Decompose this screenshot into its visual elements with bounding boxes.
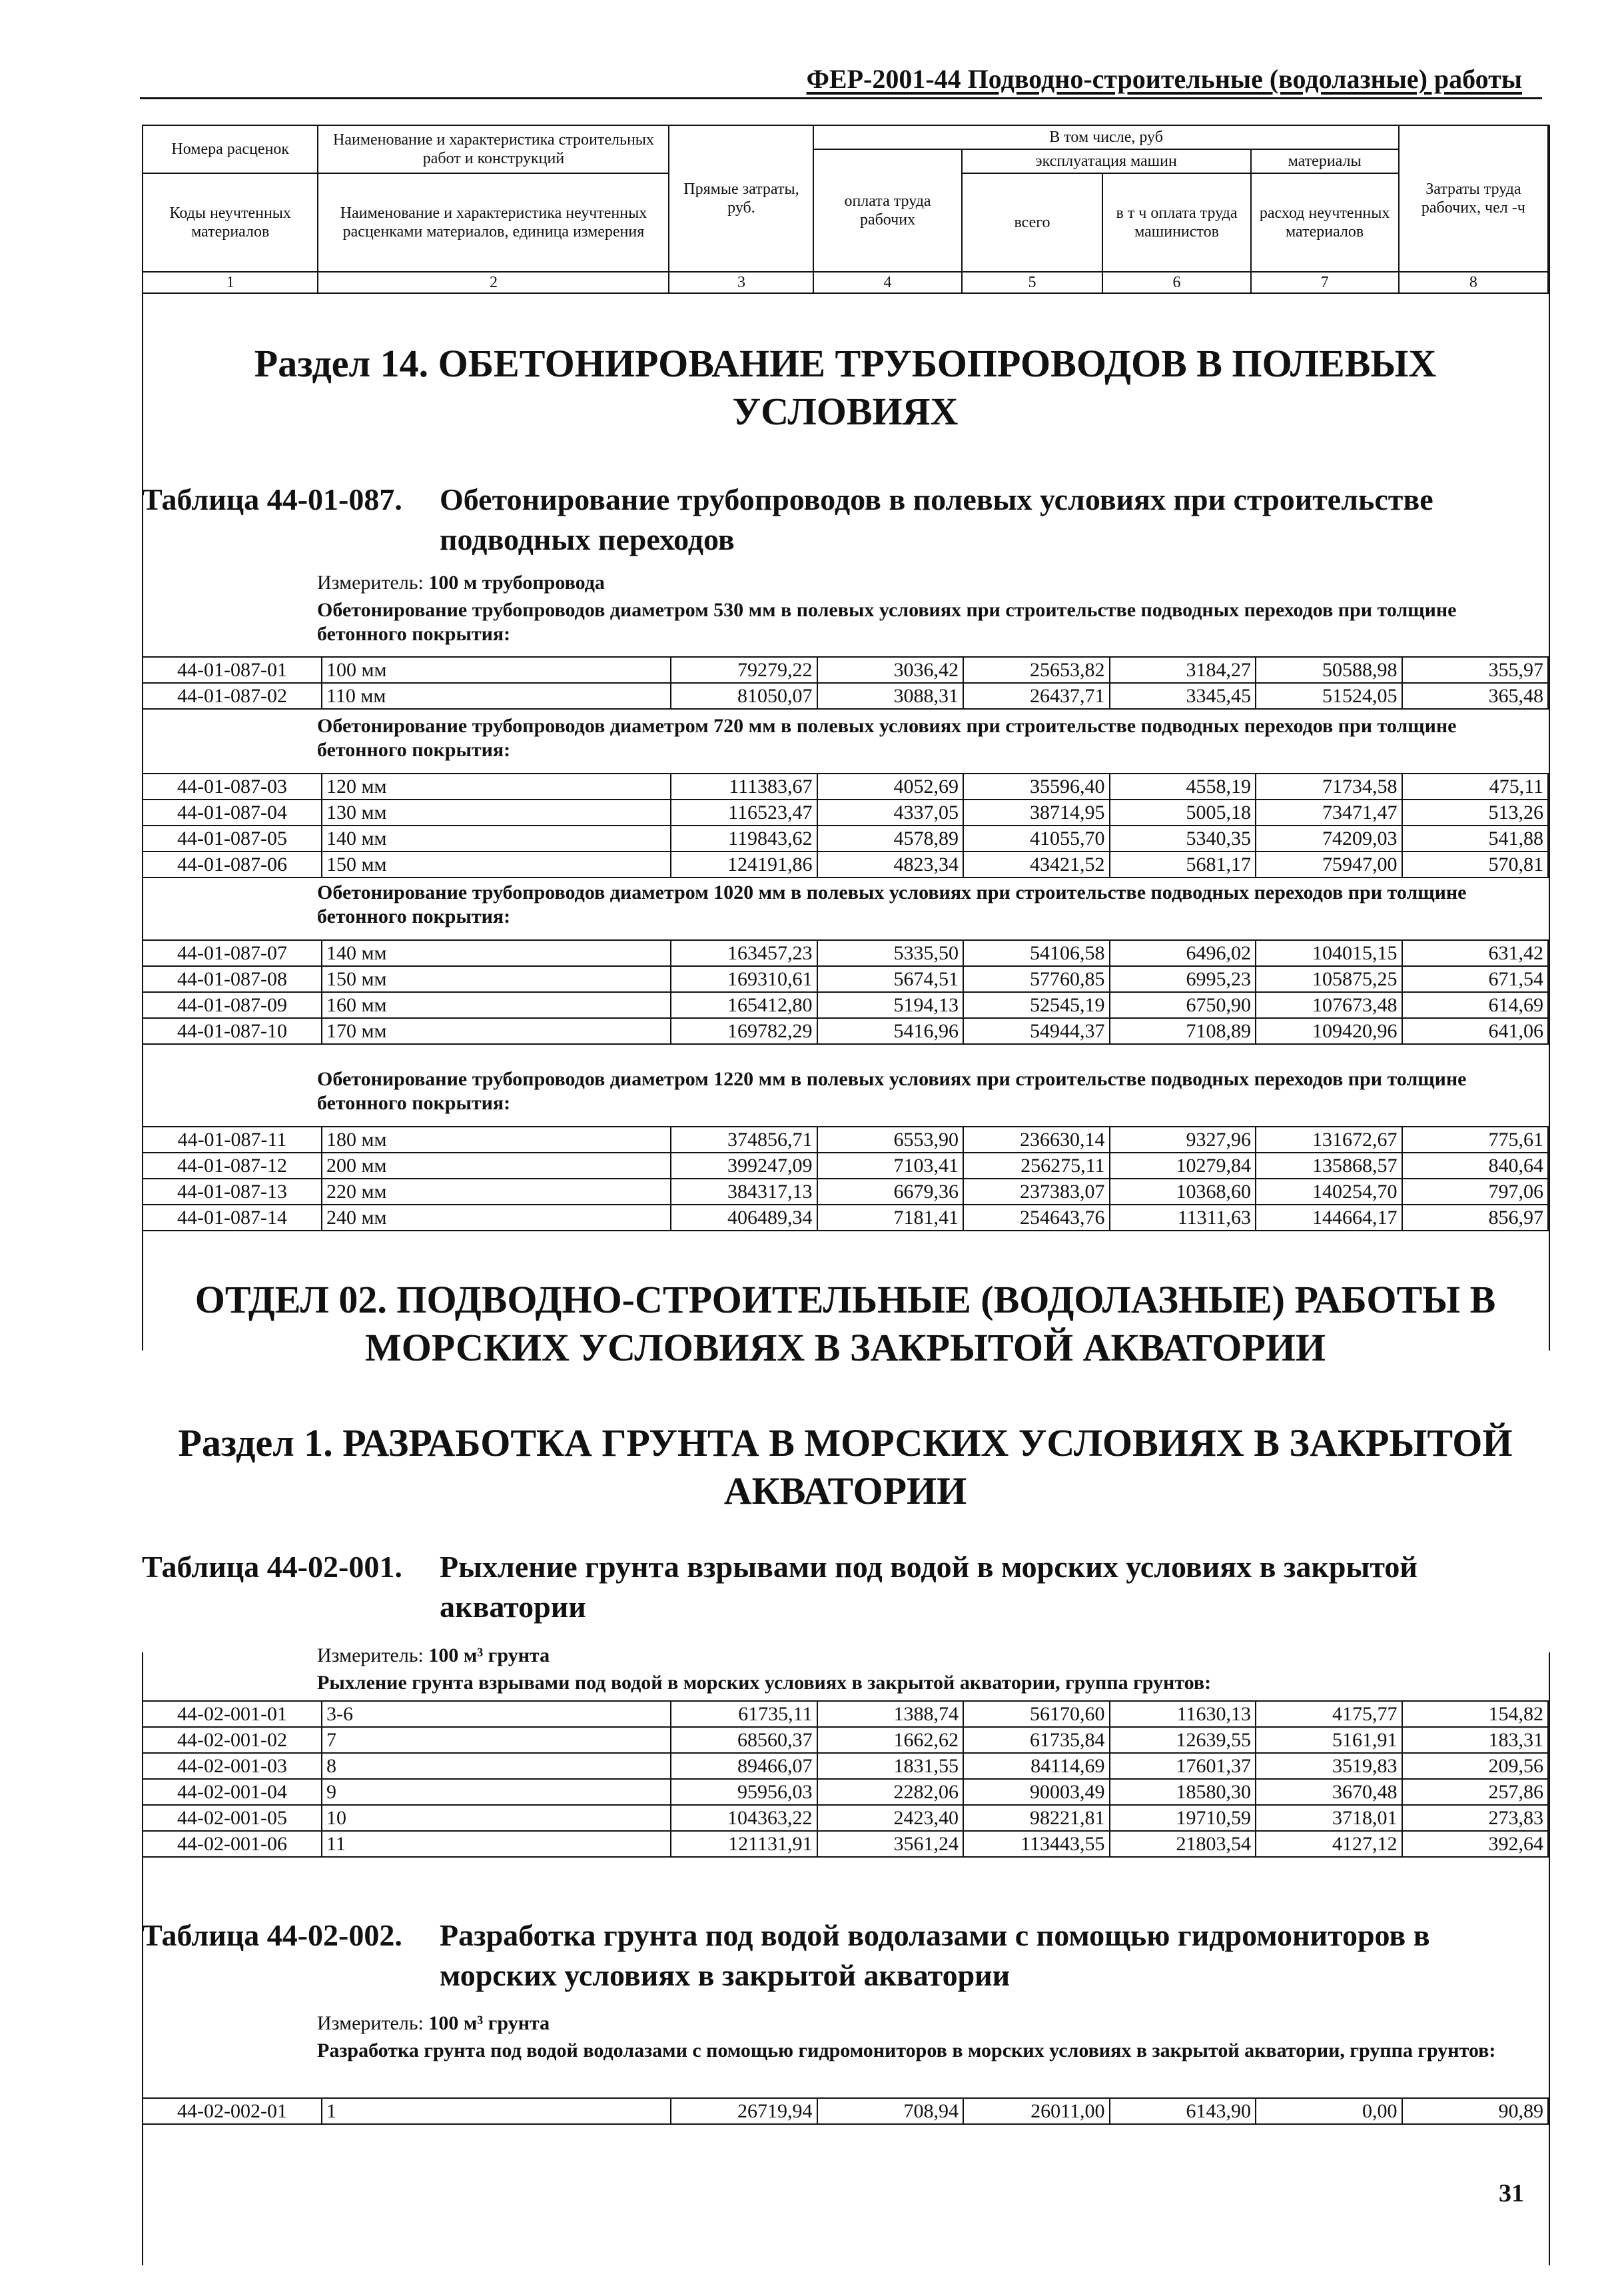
table-row [143,1831,1548,1857]
rate-code-cell: 44-01-087-11 [143,1127,322,1153]
table-row [143,1701,1548,1727]
measure-label: Измеритель: [317,1644,424,1666]
value-cell: 68560,37 [671,1727,817,1753]
value-cell: 3519,83 [1256,1753,1402,1779]
section-title-line: МОРСКИХ УСЛОВИЯХ В ЗАКРЫТОЙ АКВАТОРИИ [364,1326,1326,1369]
work-name-cell: 9 [322,1779,671,1805]
table-087-group-4-heading: Обетонирование трубопроводов диаметром 1220 мм в полевых условиях при строительстве подводных переходов при толщине бетонного покрытия: [317,1068,1467,1114]
table-087-group-1-heading: Обетонирование трубопроводов диаметром 530 мм в полевых условиях при строительстве подводных переходов при толщине бетонного покрытия: [317,599,1457,645]
work-name-cell: 10 [322,1805,671,1831]
value-cell: 392,64 [1402,1831,1549,1857]
col-header-codes-top: Номера расценок [143,125,318,173]
value-cell: 1662,62 [817,1727,964,1753]
value-cell: 61735,11 [671,1701,817,1727]
rate-code-cell: 44-01-087-13 [143,1179,322,1205]
work-name-cell: 7 [322,1727,671,1753]
value-cell: 4175,77 [1256,1701,1402,1727]
value-cell: 399247,09 [671,1153,817,1179]
value-cell: 3718,01 [1256,1805,1402,1831]
value-cell: 273,83 [1402,1805,1549,1831]
work-name-cell: 140 мм [322,940,671,966]
value-cell: 2423,40 [817,1805,964,1831]
value-cell: 671,54 [1402,966,1549,992]
table-row [143,852,1548,877]
work-name-cell: 130 мм [322,800,671,826]
value-cell: 35596,40 [963,774,1110,800]
value-cell: 5681,17 [1110,852,1256,877]
value-cell: 3561,24 [817,1831,964,1857]
table-row [143,1153,1548,1179]
col-number: 3 [669,272,813,293]
col-number: 1 [143,272,318,293]
value-cell: 11630,13 [1110,1701,1256,1727]
otdel-02-title [142,1276,1549,1372]
rate-code-cell: 44-02-002-01 [143,2098,322,2124]
table-002-heading: Разработка грунта под водой водолазами с помощью гидромониторов в морских условиях в закрытой акватории, группа грунтов: [317,2039,1496,2061]
rate-code-cell: 44-01-087-02 [143,683,322,709]
value-cell: 708,94 [817,2098,964,2124]
col-header-group: В том числе, руб [813,125,1398,149]
value-cell: 4337,05 [817,800,964,826]
value-cell: 5335,50 [817,940,964,966]
value-cell: 54106,58 [963,940,1110,966]
rate-code-cell: 44-01-087-03 [143,774,322,800]
work-name-cell: 120 мм [322,774,671,800]
rate-code-cell: 44-02-001-05 [143,1805,322,1831]
table-001-rows [142,1700,1549,1858]
table-002-rows [142,2097,1549,2125]
work-name-cell: 140 мм [322,826,671,852]
value-cell: 9327,96 [1110,1127,1256,1153]
value-cell: 109420,96 [1256,1018,1402,1044]
value-cell: 163457,23 [671,940,817,966]
value-cell: 513,26 [1402,800,1549,826]
col-header-materials-usage: расход неучтенных материалов [1251,173,1399,272]
value-cell: 111383,67 [671,774,817,800]
table-row [143,826,1548,852]
table-001-heading: Рыхление грунта взрывами под водой в морских условиях в закрытой акватории, группа грунтов: [317,1672,1212,1694]
value-cell: 104015,15 [1256,940,1402,966]
work-name-cell: 220 мм [322,1179,671,1205]
table-title-line: Рыхление грунта взрывами под водой в морских условиях в закрытой [440,1550,1418,1584]
table-row [143,1779,1548,1805]
value-cell: 183,31 [1402,1727,1549,1753]
table-number: Таблица 44-02-002. [142,1918,402,1952]
table-087-group-3-heading: Обетонирование трубопроводов диаметром 1020 мм в полевых условиях при строительстве подводных переходов при толщине бетонного покрытия: [317,881,1467,927]
value-cell: 4823,34 [817,852,964,877]
value-cell: 406489,34 [671,1205,817,1231]
value-cell: 3088,31 [817,683,964,709]
value-cell: 131672,67 [1256,1127,1402,1153]
col-header-codes-bottom: Коды неучтенных материалов [143,173,318,272]
table-title-line: подводных переходов [440,522,735,556]
work-name-cell: 110 мм [322,683,671,709]
value-cell: 56170,60 [963,1701,1110,1727]
col-header-labor: Затраты труда рабочих, чел -ч [1399,125,1548,272]
value-cell: 2282,06 [817,1779,964,1805]
value-cell: 26437,71 [963,683,1110,709]
value-cell: 4127,12 [1256,1831,1402,1857]
value-cell: 169310,61 [671,966,817,992]
col-header-machines-total: всего [962,173,1103,272]
table-087-group-2 [142,773,1549,878]
measure-label: Измеритель: [317,572,424,594]
value-cell: 6143,90 [1110,2098,1256,2124]
value-cell: 38714,95 [963,800,1110,826]
value-cell: 6679,36 [817,1179,964,1205]
value-cell: 840,64 [1402,1153,1549,1179]
table-001-title [142,1547,1549,1627]
value-cell: 209,56 [1402,1753,1549,1779]
value-cell: 57760,85 [963,966,1110,992]
value-cell: 10368,60 [1110,1179,1256,1205]
value-cell: 570,81 [1402,852,1549,877]
col-header-workers-pay: оплата труда рабочих [813,149,961,272]
value-cell: 50588,98 [1256,657,1402,683]
table-title-line: морских условиях в закрытой акватории [440,1958,1011,1992]
section-title-line: ОТДЕЛ 02. ПОДВОДНО-СТРОИТЕЛЬНЫЕ (ВОДОЛАЗНЫЕ) РАБОТЫ В [195,1278,1496,1321]
work-name-cell: 100 мм [322,657,671,683]
value-cell: 4052,69 [817,774,964,800]
col-number: 5 [962,272,1103,293]
table-row [143,1205,1548,1231]
table-row [143,1127,1548,1153]
table-087-group-2-heading: Обетонирование трубопроводов диаметром 720 мм в полевых условиях при строительстве подводных переходов при толщине бетонного покрытия: [317,715,1457,761]
value-cell: 12639,55 [1110,1727,1256,1753]
rate-code-cell: 44-02-001-03 [143,1753,322,1779]
col-header-machinists-pay: в т ч оплата труда машинистов [1102,173,1250,272]
table-row [143,992,1548,1018]
value-cell: 104363,22 [671,1805,817,1831]
value-cell: 541,88 [1402,826,1549,852]
section-title-line: Раздел 14. ОБЕТОНИРОВАНИЕ ТРУБОПРОВОДОВ В ПОЛЕВЫХ [254,342,1437,385]
value-cell: 105875,25 [1256,966,1402,992]
value-cell: 26011,00 [963,2098,1110,2124]
table-087-group-3 [142,939,1549,1045]
value-cell: 4558,19 [1110,774,1256,800]
value-cell: 41055,70 [963,826,1110,852]
table-002-measure [317,2012,550,2035]
running-header [140,64,1542,99]
value-cell: 237383,07 [963,1179,1110,1205]
value-cell: 89466,07 [671,1753,817,1779]
value-cell: 3345,45 [1110,683,1256,709]
measure-value: 100 м³ грунта [428,1644,550,1666]
table-number: Таблица 44-02-001. [142,1550,402,1584]
value-cell: 169782,29 [671,1018,817,1044]
value-cell: 90003,49 [963,1779,1110,1805]
col-header-name-bottom: Наименование и характеристика неучтенных расценками материалов, единица измерения [318,173,669,272]
col-number: 8 [1399,272,1548,293]
column-header-table [142,125,1549,294]
value-cell: 6553,90 [817,1127,964,1153]
table-row [143,657,1548,683]
table-002-title [142,1916,1549,1996]
value-cell: 51524,05 [1256,683,1402,709]
work-name-cell: 160 мм [322,992,671,1018]
value-cell: 5194,13 [817,992,964,1018]
value-cell: 475,11 [1402,774,1549,800]
measure-label: Измеритель: [317,2012,424,2034]
value-cell: 71734,58 [1256,774,1402,800]
rate-code-cell: 44-01-087-07 [143,940,322,966]
value-cell: 374856,71 [671,1127,817,1153]
value-cell: 124191,86 [671,852,817,877]
value-cell: 5416,96 [817,1018,964,1044]
value-cell: 641,06 [1402,1018,1549,1044]
value-cell: 21803,54 [1110,1831,1256,1857]
page-number: 31 [1499,2179,1524,2207]
table-row [143,1753,1548,1779]
table-row [143,683,1548,709]
work-name-cell: 1 [322,2098,671,2124]
rate-code-cell: 44-02-001-04 [143,1779,322,1805]
work-name-cell: 150 мм [322,966,671,992]
value-cell: 81050,07 [671,683,817,709]
value-cell: 84114,69 [963,1753,1110,1779]
value-cell: 144664,17 [1256,1205,1402,1231]
section-title-line: УСЛОВИЯХ [732,390,959,433]
value-cell: 384317,13 [671,1179,817,1205]
table-087-measure [317,572,605,594]
col-header-name-top: Наименование и характеристика строительных работ и конструкций [318,125,669,173]
work-name-cell: 170 мм [322,1018,671,1044]
rate-code-cell: 44-01-087-10 [143,1018,322,1044]
value-cell: 79279,22 [671,657,817,683]
rate-code-cell: 44-01-087-05 [143,826,322,852]
value-cell: 1831,55 [817,1753,964,1779]
rate-code-cell: 44-01-087-04 [143,800,322,826]
value-cell: 257,86 [1402,1779,1549,1805]
table-title-line: акватории [440,1590,586,1624]
col-header-materials: материалы [1251,149,1399,173]
value-cell: 5161,91 [1256,1727,1402,1753]
table-087-group-1 [142,656,1549,710]
value-cell: 256275,11 [963,1153,1110,1179]
value-cell: 6995,23 [1110,966,1256,992]
running-header-text: ФЕР-2001-44 Подводно-строительные (водолазные) работы [806,64,1522,94]
table-number: Таблица 44-01-087. [142,482,402,516]
value-cell: 614,69 [1402,992,1549,1018]
table-row [143,800,1548,826]
value-cell: 52545,19 [963,992,1110,1018]
value-cell: 98221,81 [963,1805,1110,1831]
value-cell: 775,61 [1402,1127,1549,1153]
work-name-cell: 200 мм [322,1153,671,1179]
value-cell: 856,97 [1402,1205,1549,1231]
work-name-cell: 8 [322,1753,671,1779]
value-cell: 1388,74 [817,1701,964,1727]
rate-code-cell: 44-01-087-09 [143,992,322,1018]
rate-code-cell: 44-02-001-01 [143,1701,322,1727]
rate-code-cell: 44-01-087-01 [143,657,322,683]
value-cell: 0,00 [1256,2098,1402,2124]
value-cell: 19710,59 [1110,1805,1256,1831]
table-row [143,774,1548,800]
value-cell: 74209,03 [1256,826,1402,852]
value-cell: 6750,90 [1110,992,1256,1018]
value-cell: 73471,47 [1256,800,1402,826]
value-cell: 7103,41 [817,1153,964,1179]
value-cell: 236630,14 [963,1127,1110,1153]
col-header-direct-costs: Прямые затраты, руб. [669,125,813,272]
value-cell: 355,97 [1402,657,1549,683]
value-cell: 107673,48 [1256,992,1402,1018]
col-header-machines: эксплуатация машин [962,149,1251,173]
work-name-cell: 180 мм [322,1127,671,1153]
col-number: 7 [1251,272,1399,293]
measure-value: 100 м трубопровода [428,572,605,594]
table-087-group-4 [142,1126,1549,1231]
value-cell: 121131,91 [671,1831,817,1857]
rate-code-cell: 44-01-087-14 [143,1205,322,1231]
value-cell: 25653,82 [963,657,1110,683]
value-cell: 254643,76 [963,1205,1110,1231]
rate-code-cell: 44-01-087-08 [143,966,322,992]
value-cell: 17601,37 [1110,1753,1256,1779]
value-cell: 90,89 [1402,2098,1549,2124]
value-cell: 61735,84 [963,1727,1110,1753]
value-cell: 5005,18 [1110,800,1256,826]
rate-code-cell: 44-02-001-02 [143,1727,322,1753]
value-cell: 43421,52 [963,852,1110,877]
table-001-measure [317,1644,550,1667]
table-title-line: Разработка грунта под водой водолазами с помощью гидромониторов в [440,1918,1430,1952]
value-cell: 26719,94 [671,2098,817,2124]
value-cell: 631,42 [1402,940,1549,966]
table-row [143,940,1548,966]
value-cell: 365,48 [1402,683,1549,709]
value-cell: 5674,51 [817,966,964,992]
table-row [143,1727,1548,1753]
value-cell: 165412,80 [671,992,817,1018]
work-name-cell: 150 мм [322,852,671,877]
value-cell: 116523,47 [671,800,817,826]
value-cell: 797,06 [1402,1179,1549,1205]
value-cell: 7181,41 [817,1205,964,1231]
value-cell: 95956,03 [671,1779,817,1805]
value-cell: 113443,55 [963,1831,1110,1857]
value-cell: 18580,30 [1110,1779,1256,1805]
value-cell: 140254,70 [1256,1179,1402,1205]
value-cell: 3670,48 [1256,1779,1402,1805]
table-title-line: Обетонирование трубопроводов в полевых условиях при строительстве [440,482,1433,516]
section-title-line: АКВАТОРИИ [723,1469,967,1512]
value-cell: 4578,89 [817,826,964,852]
rate-code-cell: 44-01-087-06 [143,852,322,877]
value-cell: 7108,89 [1110,1018,1256,1044]
col-number: 6 [1102,272,1250,293]
work-name-cell: 11 [322,1831,671,1857]
value-cell: 54944,37 [963,1018,1110,1044]
table-row [143,2098,1548,2124]
rate-code-cell: 44-01-087-12 [143,1153,322,1179]
table-row [143,1805,1548,1831]
table-087-title [142,480,1549,560]
value-cell: 119843,62 [671,826,817,852]
value-cell: 154,82 [1402,1701,1549,1727]
value-cell: 135868,57 [1256,1153,1402,1179]
table-row [143,1018,1548,1044]
table-row [143,1179,1548,1205]
value-cell: 3184,27 [1110,657,1256,683]
value-cell: 11311,63 [1110,1205,1256,1231]
value-cell: 10279,84 [1110,1153,1256,1179]
work-name-cell: 3-6 [322,1701,671,1727]
col-number: 2 [318,272,669,293]
table-row [143,966,1548,992]
section-1-title [142,1419,1549,1515]
work-name-cell: 240 мм [322,1205,671,1231]
value-cell: 5340,35 [1110,826,1256,852]
value-cell: 6496,02 [1110,940,1256,966]
col-number: 4 [813,272,961,293]
measure-value: 100 м³ грунта [428,2012,550,2034]
value-cell: 3036,42 [817,657,964,683]
section-14-title [142,340,1549,436]
section-title-line: Раздел 1. РАЗРАБОТКА ГРУНТА В МОРСКИХ УСЛОВИЯХ В ЗАКРЫТОЙ [178,1421,1513,1464]
rate-code-cell: 44-02-001-06 [143,1831,322,1857]
value-cell: 75947,00 [1256,852,1402,877]
